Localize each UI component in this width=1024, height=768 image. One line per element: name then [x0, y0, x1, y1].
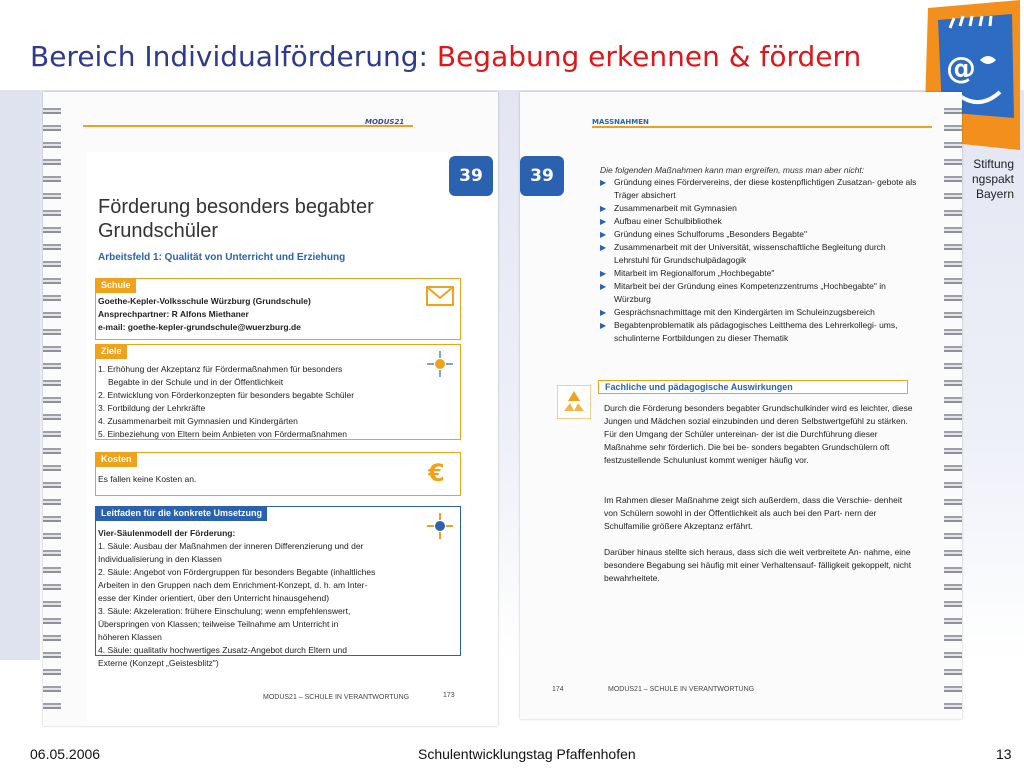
list-item: ▶ Begabtenproblematik als pädagogisches Leitthema des Lehrerkollegi- ums, schulinterne Fortbildungen zu dieser Thematik — [600, 319, 920, 345]
article-subtitle: Arbeitsfeld 1: Qualität von Unterricht und Erziehung — [98, 252, 346, 263]
kosten-box — [95, 452, 461, 496]
svg-text:@: @ — [946, 51, 976, 86]
target-icon — [423, 350, 457, 378]
article-title: Förderung besonders begabter Grundschüler — [98, 196, 374, 242]
right-page-image — [520, 92, 962, 719]
text-line: 5. Einbeziehung von Eltern beim Anbieten von Fördermaßnahmen — [98, 429, 348, 439]
schule-box-body — [98, 295, 311, 334]
section-label: MASSNAHMEN — [592, 118, 649, 126]
text-line: Vier-Säulenmodell der Förderung: — [98, 528, 236, 538]
leitfaden-box-body — [98, 527, 375, 670]
kosten-box-head: Kosten — [96, 453, 137, 467]
text-line: Begabte in der Schule und in der Öffentlichkeit — [108, 377, 284, 387]
footer-page-number: 13 — [996, 746, 1012, 762]
schule-box-head: Schule — [96, 279, 136, 293]
right-page-number: 174 — [552, 686, 564, 693]
tab-number: 39 — [449, 156, 493, 196]
list-item: ▶ Mitarbeit im Regionalforum „Hochbegabte" — [600, 267, 920, 280]
effects-paragraph-1: Durch die Förderung besonders begabter Grundschulkinder wird es leichter, diese Jungen und Mädchen sozial einzubinden und deren Selbstwertgefühl zu stärken. Für den Umgang der Schüler untereinan- der ist die Durchführung dieser Maßnahme sehr förderlich. Die bei be- sonders begabten Grundschülern oft festzustellende Schulunlust kommt weniger häufig vor. — [604, 403, 913, 465]
left-page-number: 173 — [443, 692, 455, 699]
text-line: e-mail: goethe-kepler-grundschule@wuerzburg.de — [98, 322, 301, 332]
title-main: Bereich Individualförderung: — [30, 40, 437, 73]
text-line: Ansprechpartner: R Alfons Miethaner — [98, 309, 249, 319]
list-item: ▶ Mitarbeit bei der Gründung eines Kompetenzzentrums „Hochbegabte" in Würzburg — [600, 280, 920, 306]
text-line: 4. Zusammenarbeit mit Gymnasien und Kindergärten — [98, 416, 298, 426]
text-line: Arbeiten in den Gruppen nach dem Enrichment-Konzept, d. h. am Inter- — [98, 580, 368, 590]
text-line: 2. Entwicklung von Förderkonzepten für besonders begabte Schüler — [98, 390, 355, 400]
list-item: ▶ Zusammenarbeit mit Gymnasien — [600, 202, 920, 215]
measures-list — [600, 176, 920, 345]
text-line: Individualisierung in den Klassen — [98, 554, 222, 564]
logo-caption — [972, 157, 1014, 202]
footer-date: 06.05.2006 — [30, 746, 101, 762]
left-page-footer: MODUS21 – SCHULE IN VERANTWORTUNG — [263, 694, 410, 701]
ziele-box-head: Ziele — [96, 345, 127, 359]
effects-paragraph-3: Darüber hinaus stellte sich heraus, dass sich die weit verbreitete An- nahme, eine besondere Begabung sei häufig mit einer Verhaltensauf- fälligkeit gekoppelt, nicht bewahrheitete. — [604, 547, 912, 583]
ziele-box-body — [98, 363, 354, 441]
leitfaden-box-head: Leitfaden für die konkrete Umsetzung — [96, 507, 267, 521]
text-line: höheren Klassen — [98, 632, 162, 642]
recycle-icon — [554, 382, 594, 422]
measures-intro: Die folgenden Maßnahmen kann man ergreifen, muss man aber nicht: — [600, 165, 865, 175]
ziele-box — [95, 344, 461, 440]
text-line: Externe (Konzept „Geistesblitz") — [98, 658, 219, 668]
effects-head: Fachliche und pädagogische Auswirkungen — [598, 380, 908, 394]
list-item: ▶ Gründung eines Fördervereins, der diese kostenpflichtigen Zusatzan- gebote als Träger absichert — [600, 176, 920, 202]
right-page-footer: MODUS21 – SCHULE IN VERANTWORTUNG — [608, 686, 755, 693]
brand-tag: MODUS21 — [365, 118, 405, 126]
text-line: esse der Kinder orientiert, über den Unterricht hinausgehend) — [98, 593, 330, 603]
logo-caption-line: Stiftung — [973, 157, 1014, 171]
background-left-strip — [0, 90, 40, 660]
text-line: 3. Fortbildung der Lehrkräfte — [98, 403, 206, 413]
tab-number: 39 — [520, 156, 564, 196]
header-rule — [592, 126, 932, 128]
effects-paragraph-2: Im Rahmen dieser Maßnahme zeigt sich außerdem, dass die Verschie- denheit von Schülern sowohl in der Öffentlichkeit als auch bei den Part- nern der Schulfamilie größere Akzeptanz erfährt. — [604, 495, 903, 531]
title-accent: Begabung erkennen & fördern — [436, 40, 862, 73]
kosten-text: Es fallen keine Kosten an. — [98, 474, 197, 484]
slide-title — [30, 40, 861, 73]
spiral-binding — [43, 102, 61, 712]
text-line: 4. Säule: qualitativ hochwertiges Zusatz-Angebot durch Eltern und — [98, 645, 348, 655]
envelope-icon — [423, 282, 457, 310]
list-item: ▶ Aufbau einer Schulbibliothek — [600, 215, 920, 228]
list-item: ▶ Gründung eines Schulforums „Besonders Begabte" — [600, 228, 920, 241]
text-line: 2. Säule: Angebot von Fördergruppen für besonders Begabte (inhaltliches — [98, 567, 376, 577]
text-line: 1. Erhöhung der Akzeptanz für Fördermaßnahmen für besonders — [98, 364, 343, 374]
euro-icon — [423, 458, 457, 486]
schule-box — [95, 278, 461, 340]
spiral-binding — [944, 102, 962, 712]
left-page-image — [43, 92, 498, 726]
leitfaden-box — [95, 506, 461, 668]
svg-text:€: € — [428, 459, 445, 487]
text-line: 1. Säule: Ausbau der Maßnahmen der inneren Differenzierung und der — [98, 541, 364, 551]
text-line: Goethe-Kepler-Volksschule Würzburg (Grundschule) — [98, 296, 311, 306]
compass-icon — [423, 512, 457, 540]
footer-center-text: Schulentwicklungstag Pfaffenhofen — [418, 746, 636, 762]
text-line: Überspringen von Klassen; teilweise Teilnahme am Unterricht in — [98, 619, 339, 629]
header-rule — [83, 125, 413, 127]
text-line: 3. Säule: Akzeleration: frühere Einschulung; wenn empfehlenswert, — [98, 606, 351, 616]
logo-caption-line: ngspakt — [971, 172, 1014, 186]
list-item: ▶ Zusammenarbeit mit der Universität, wissenschaftliche Begleitung durch Lehrstuhl für Grundschulpädagogik — [600, 241, 920, 267]
list-item: ▶ Gesprächsnachmittage mit den Kindergärten im Schuleinzugsbereich — [600, 306, 920, 319]
logo-caption-line: Bayern — [975, 187, 1014, 201]
